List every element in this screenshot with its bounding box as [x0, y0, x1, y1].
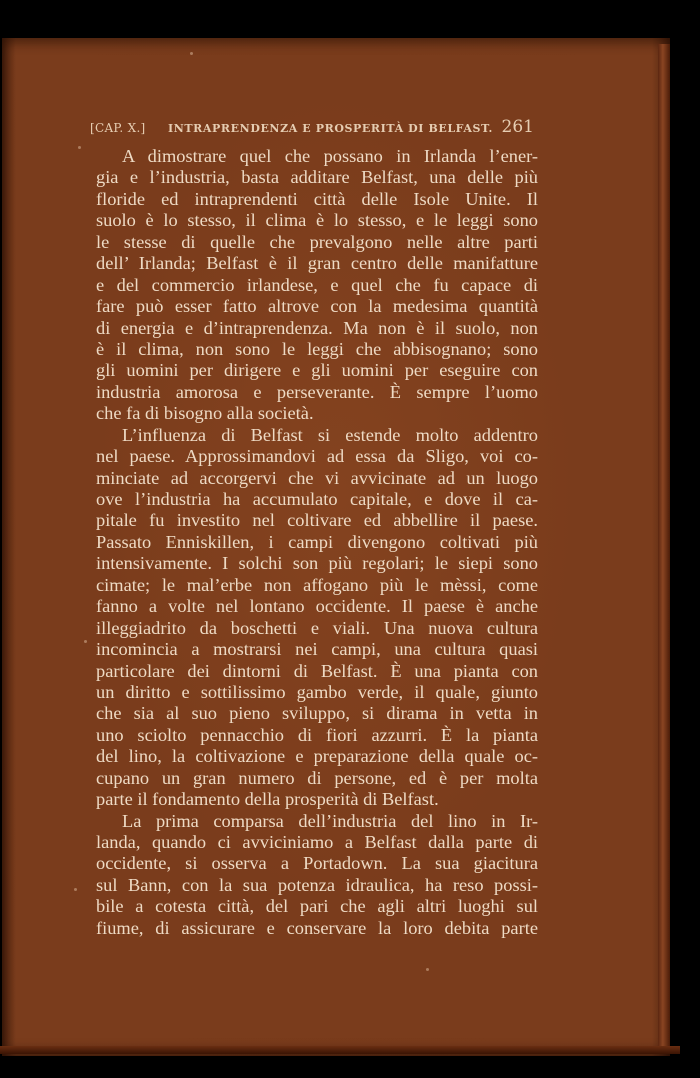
- page-number: 261: [501, 117, 534, 137]
- paper-speck: [78, 146, 81, 149]
- page-edge-right: [658, 44, 670, 1054]
- text-line: le stesse di quelle che prevalgono nelle altre parti: [96, 231, 538, 252]
- text-line: che sia al suo pieno sviluppo, si dirama in vetta in: [96, 703, 538, 724]
- text-line: che fa di bisogno alla società.: [96, 403, 314, 424]
- paper-speck: [426, 968, 429, 971]
- text-line: bile a cotesta città, del pari che agli altri luoghi sul: [96, 896, 538, 917]
- chapter-marker: [CAP. X.]: [90, 121, 146, 135]
- text-line: intensivamente. I solchi son più regolari; le siepi sono: [96, 553, 538, 574]
- text-line: del lino, la coltivazione e preparazione della quale oc-: [96, 746, 538, 767]
- text-line: industria amorosa e perseverante. È sempre l’uomo: [96, 381, 538, 402]
- text-line: di energia e d’intraprendenza. Ma non è il suolo, non: [96, 317, 538, 338]
- page-edge-bottom: [0, 1046, 680, 1054]
- text-line: minciate ad accorgervi che vi avvicinate ad un luogo: [96, 467, 538, 488]
- text-line: A dimostrare quel che possano in Irlanda l’ener-: [122, 146, 538, 166]
- text-line: parte il fondamento della prosperità di Belfast.: [96, 789, 439, 810]
- text-line: landa, quando ci avviciniamo a Belfast dalla parte di: [96, 832, 538, 852]
- paper-speck: [84, 640, 87, 643]
- text-line: ove l’industria ha accumulato capitale, e dove il ca-: [96, 489, 538, 509]
- text-line: Passato Enniskillen, i campi divengono coltivati più: [96, 531, 538, 552]
- text-line: suolo è lo stesso, il clima è lo stesso, e le leggi sono: [96, 210, 538, 231]
- text-line: nel paese. Approssimandovi ad essa da Sligo, voi co-: [96, 446, 538, 467]
- text-line: illeggiadrito da boschetti e viali. Una nuova cultura: [96, 617, 538, 638]
- text-line: cimate; le mal’erbe non affogano più le mèssi, come: [96, 574, 538, 595]
- text-line: floride ed intraprendenti città delle Isole Unite. Il: [96, 188, 538, 209]
- running-head: [90, 117, 534, 141]
- text-line: un diritto e sottilissimo gambo verde, il quale, giunto: [96, 681, 538, 702]
- text-line: occidente, si osserva a Portadown. La sua giacitura: [96, 853, 538, 874]
- text-line: è il clima, non sono le leggi che abbisognano; sono: [96, 338, 538, 359]
- paper-speck: [74, 888, 77, 891]
- text-line: La prima comparsa dell’industria del lino in Ir-: [122, 810, 538, 831]
- paper-speck: [190, 52, 193, 55]
- text-line: fiume, di assicurare e conservare la loro debita parte: [96, 917, 538, 938]
- text-line: sul Bann, con la sua potenza idraulica, ha reso possi-: [96, 874, 538, 895]
- text-line: cupano un gran numero di persone, ed è per molta: [96, 767, 538, 788]
- text-line: fare può esser fatto altrove con la medesima quantità: [96, 296, 538, 317]
- body-text: [96, 146, 538, 939]
- text-line: L’influenza di Belfast si estende molto addentro: [122, 424, 538, 445]
- text-line: uno sciolto pennacchio di fiori azzurri. È la pianta: [96, 724, 538, 745]
- text-line: fanno a volte nel lontano occidente. Il paese è anche: [96, 596, 538, 617]
- text-line: dell’ Irlanda; Belfast è il gran centro delle manifatture: [96, 253, 538, 274]
- text-line: e del commercio irlandese, e quel che fu capace di: [96, 274, 538, 295]
- text-line: gli uomini per dirigere e gli uomini per eseguire con: [96, 360, 538, 381]
- text-line: particolare dei dintorni di Belfast. È una pianta con: [96, 660, 538, 681]
- text-line: gia e l’industria, basta additare Belfast, una delle più: [96, 167, 538, 188]
- text-line: incomincia a mostrarsi nei campi, una cultura quasi: [96, 639, 538, 660]
- running-title: INTRAPRENDENZA E PROSPERITÀ DI BELFAST.: [168, 122, 493, 135]
- text-line: pitale fu investito nel coltivare ed abbellire il paese.: [96, 510, 538, 531]
